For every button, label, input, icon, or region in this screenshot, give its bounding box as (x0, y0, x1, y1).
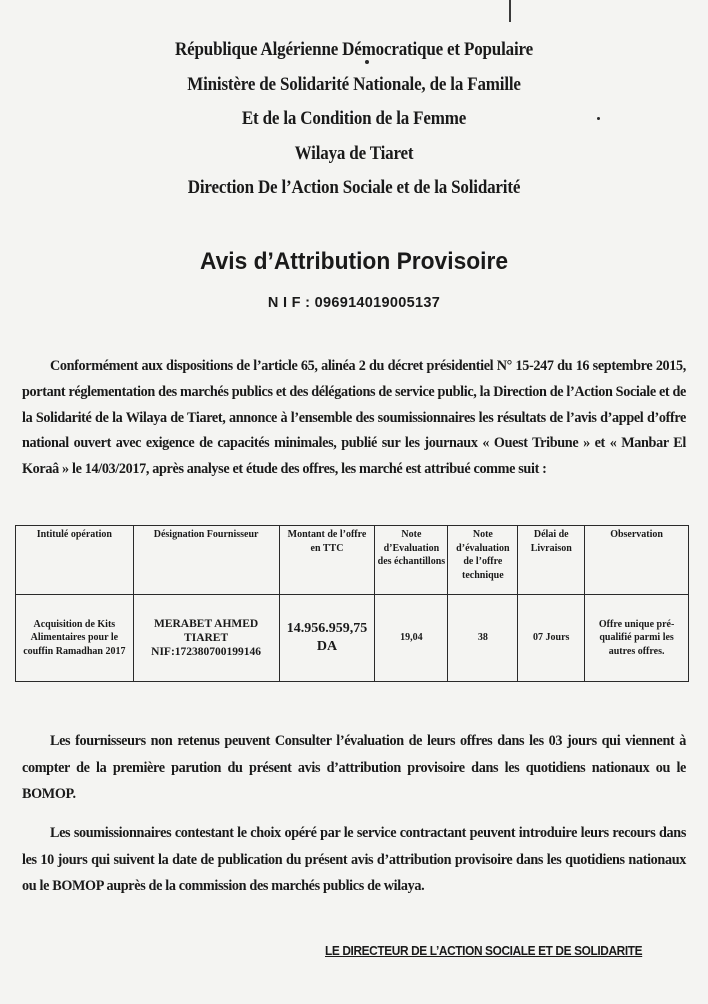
scan-edge-mark (509, 0, 511, 22)
header-direction: Direction De l’Action Sociale et de la Solidarité (187, 178, 521, 198)
header-republic: République Algérienne Démocratique et Populaire (175, 40, 533, 60)
column-header: Note d’évaluation de l’offre technique (448, 526, 518, 595)
cell-supplier (133, 595, 279, 682)
attribution-table (15, 525, 689, 682)
column-header: Montant de l’offre en TTC (279, 526, 375, 595)
column-header: Intitulé opération (16, 526, 134, 595)
header-ministry: Ministère de Solidarité Nationale, de la Famille (187, 74, 521, 95)
column-header: Observation (585, 526, 689, 595)
signature-line: LE DIRECTEUR DE L’ACTION SOCIALE ET DE SOLIDARITE (325, 944, 643, 958)
supplier-name: MERABET AHMED (153, 618, 259, 630)
cell-delivery: 07 Jours (518, 595, 585, 682)
cell-operation: Acquisition de Kits Alimentaires pour le couffin Ramadhan 2017 (16, 595, 134, 682)
column-header: Délai de Livraison (518, 526, 585, 595)
header-ministry-cont: Et de la Condition de la Femme (241, 109, 467, 129)
table-header-row (16, 526, 689, 595)
supplier-city: TIARET (184, 632, 229, 644)
cell-note-samples: 19,04 (375, 595, 448, 682)
document-header (0, 33, 708, 206)
consultation-paragraph: Les fournisseurs non retenus peuvent Consulter l’évaluation de leurs offres dans les 03 jours qui viennent à compter de la première parution du présent avis d’attribution provisoire dans les quotidiens nationaux ou le BOMOP. (22, 733, 686, 802)
column-header: Désignation Fournisseur (133, 526, 279, 595)
document-title: Avis d’Attribution Provisoire (199, 248, 509, 275)
cell-observation: Offre unique pré-qualifié parmi les autres offres. (585, 595, 689, 682)
cell-amount: 14.956.959,75 DA (279, 595, 375, 682)
header-wilaya: Wilaya de Tiaret (294, 143, 414, 164)
intro-paragraph: Conformément aux dispositions de l’article 65, alinéa 2 du décret présidentiel N° 15-247 du 16 septembre 2015, portant réglementation des marchés publics et des délégations de service public, la Direction de l’Action Sociale et de la Solidarité de la Wilaya de Tiaret, annonce à l’ensemble des soumissionnaires les résultats de l’avis d’appel d’offre national ouvert avec exigence de capacités minimales, publié sur les journaux « Ouest Tribune » et « Manbar El Koraâ » le 14/03/2017, après analyse et étude des offres, les marché est attribué comme suit : (22, 358, 686, 478)
supplier-nif: NIF:172380700199146 (151, 646, 262, 658)
cell-note-technical: 38 (448, 595, 518, 682)
table-row (16, 595, 689, 682)
column-header: Note d’Evaluation des échantillons (375, 526, 448, 595)
recourse-paragraph: Les soumissionnaires contestant le choix opéré par le service contractant peuvent introduire leurs recours dans les 10 jours qui suivent la date de publication du présent avis d’attribution provisoire dans les quotidiens nationaux ou le BOMOP auprès de la commission des marchés publics de wilaya. (22, 825, 686, 894)
document-nif: N I F : 096914019005137 (267, 295, 441, 311)
